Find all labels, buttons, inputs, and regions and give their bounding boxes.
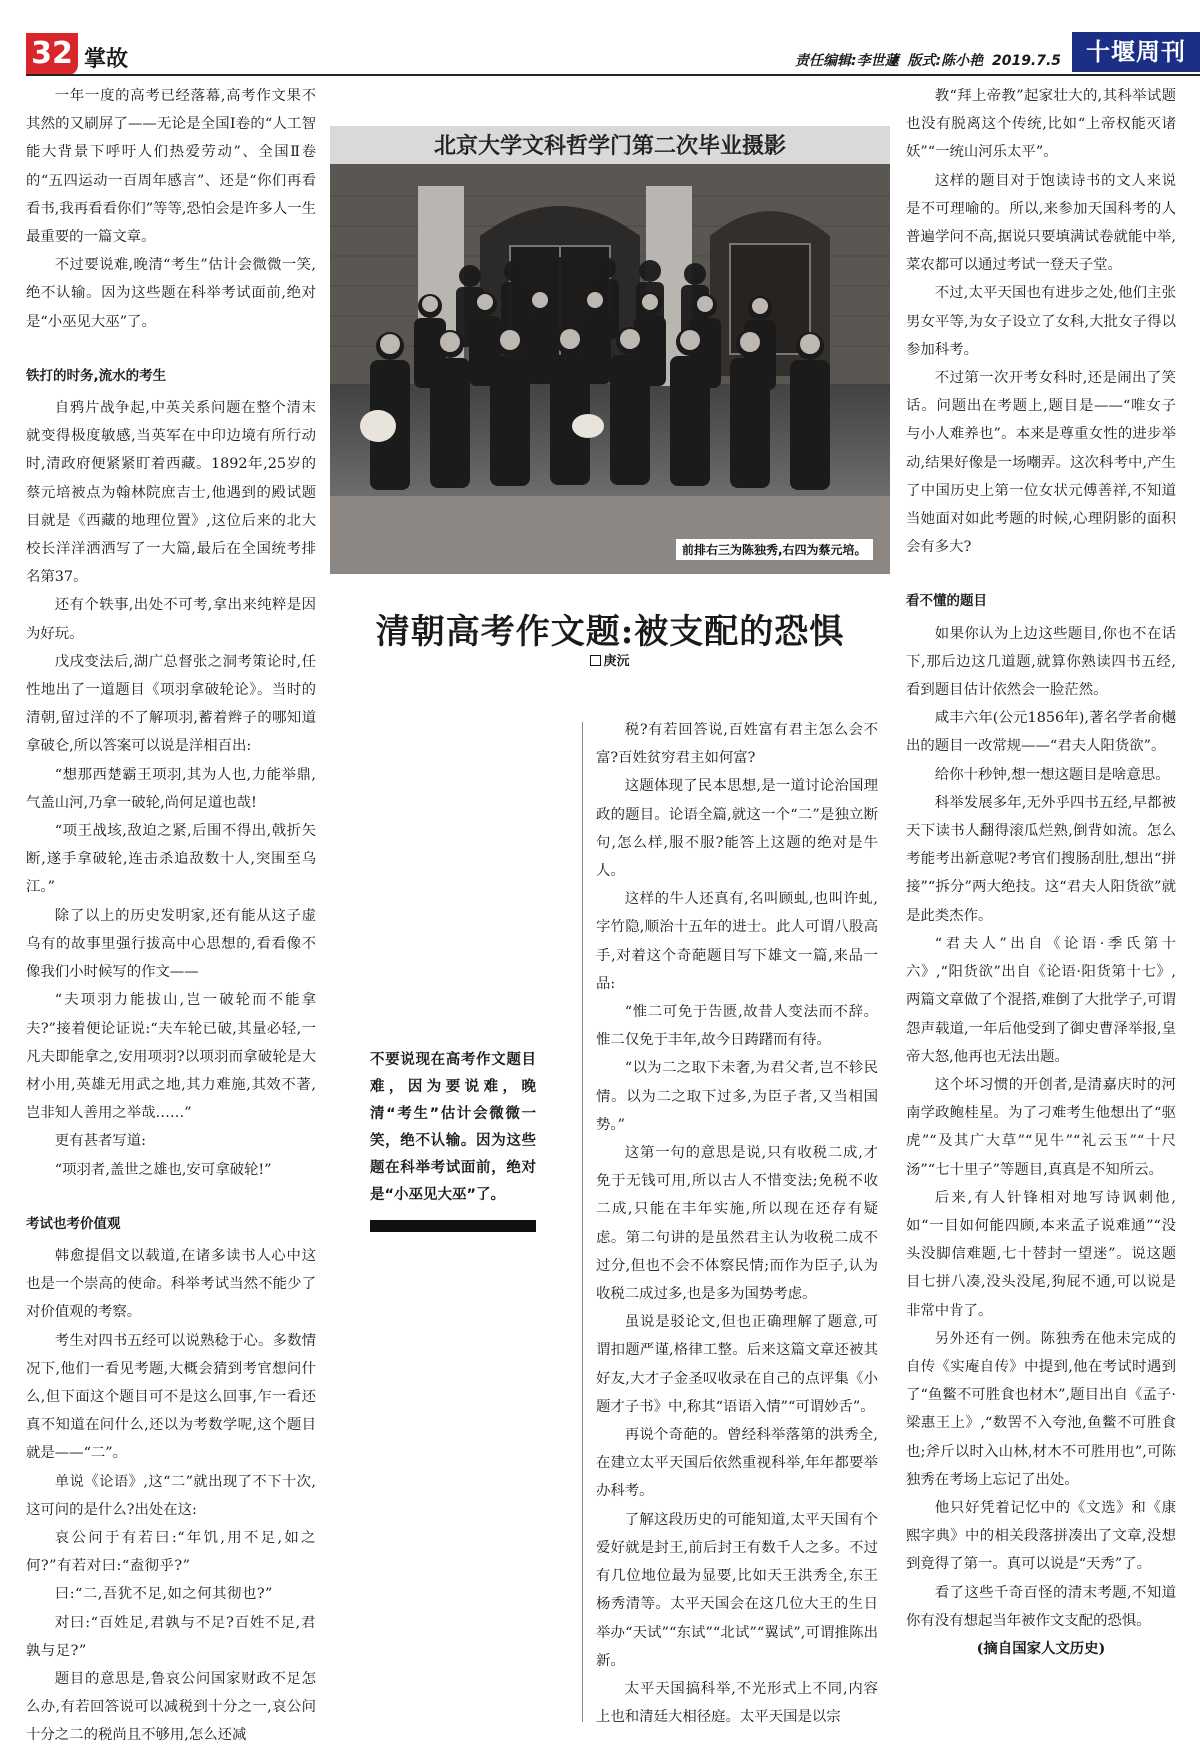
layout-name: 版式:陈小艳 — [907, 53, 984, 69]
paragraph: 教“拜上帝教”起家壮大的,其科举试题也没有脱离这个传统,比如“上帝权能灭诸妖”“一统山河乐太平”。 — [906, 88, 1176, 161]
paragraph: 这个坏习惯的开创者,是清嘉庆时的河南学政鲍桂星。为了刁难考生他想出了“驱虎”“及其广大草”“见牛”“礼云玉”“十尺汤”“七十里子”等题目,真真是不知所云。 — [906, 1076, 1176, 1178]
paragraph: 这第一句的意思是说,只有收税二成,才免于无钱可用,所以古人不惜变法;免税不收二成,只能在丰年实施,所以现在还存有疑虑。第二句讲的是虽然君主认为收税二成不过分,但也不会不体察民情;而作为臣子,认为收税二成过多,也是多为国势考虑。 — [596, 1145, 878, 1303]
editor-name: 责任编辑:李世蘧 — [795, 53, 899, 69]
paragraph: 更有甚者写道: — [54, 1133, 146, 1150]
paragraph: 另外还有一例。陈独秀在他未完成的自传《实庵自传》中提到,他在考试时遇到了“鱼鳖不可胜食也材木”,题目出自《孟子·梁惠王上》,“数罟不入夸池,鱼鳖不可胜食也;斧斤以时入山林,材木不可胜用也”,可陈独秀在考场上忘记了出处。 — [906, 1330, 1176, 1488]
pull-quote: 不要说现在高考作文题目难，因为要说难，晚清“考生”估计会微微一笑，绝不认输。因为这些题在科举考试面前，绝对是“小巫见大巫”了。 — [370, 1052, 536, 1203]
paragraph: 不过要说难,晚清“考生”估计会微微一笑,绝不认输。因为这些题在科举考试面前,绝对是“小巫见大巫”了。 — [26, 257, 316, 330]
paragraph: 这样的牛人还真有,名叫顾虬,也叫许虬,字竹隐,顺治十五年的进士。此人可谓八股高手,对着这个奇葩题目写下雄文一篇,来品一品: — [596, 891, 878, 992]
paragraph: 题目的意思是,鲁哀公问国家财政不足怎么办,有若回答说可以减税到十分之一,哀公问十分之二的税尚且不够用,怎么还减 — [26, 1670, 316, 1744]
paragraph: 如果你认为上边这些题目,你也不在话下,那后边这几道题,就算你熟读四书五经,看到题目估计依然会一脸茫然。 — [906, 625, 1176, 699]
paragraph: 咸丰六年(公元1856年),著名学者俞樾出的题目一改常规——“君夫人阳货欲”。 — [906, 710, 1176, 755]
page-number: 32 — [26, 33, 78, 75]
photo-banner: 北京大学文科哲学门第二次毕业摄影 — [433, 133, 787, 159]
historical-group-photo — [330, 126, 890, 574]
editor-credits — [795, 50, 1065, 70]
paragraph: 自鸦片战争起,中英关系问题在整个清末就变得极度敏感,当英军在中印边境有所行动时,清政府便紧紧盯着西藏。1892年,25岁的蔡元培被点为翰林院庶吉士,他遇到的殿试题目就是《西藏的地理位置》,这位后来的北大校长洋洋洒洒写了一大篇,最后在全国统考排名第37。 — [26, 400, 316, 586]
paragraph: 这样的题目对于饱读诗书的文人来说是不可理喻的。所以,来参加天国科考的人普遍学问不高,据说只要填满试卷就能中举,菜农都可以通过考试一登天子堂。 — [906, 172, 1176, 274]
paragraph: “以为二之取下未奢,为君父者,岂不轸民情。以为二之取下过多,为臣子者,又当相国势。” — [596, 1060, 878, 1133]
subheading: 考试也考价值观 — [26, 1215, 121, 1232]
classical-quote: 哀公问于有若曰:“年饥,用不足,如之何?”有若对曰:“盍彻乎?” — [26, 1529, 316, 1575]
paragraph: 不过,太平天国也有进步之处,他们主张男女平等,为女子设立了女科,大批女子得以参加科考。 — [906, 285, 1176, 358]
subheading: 铁打的时务,流水的考生 — [26, 367, 167, 384]
pull-quote-bar — [370, 1220, 536, 1232]
paragraph: 韩愈提倡文以载道,在诸多读书人心中这也是一个崇高的使命。科举考试当然不能少了对价值观的考察。 — [26, 1247, 316, 1321]
paragraph: 税?有若回答说,百姓富有君主怎么会不富?百姓贫穷君主如何富? — [596, 722, 878, 767]
article-title: 清朝高考作文题:被支配的恐惧 — [375, 612, 845, 652]
paragraph: 他只好凭着记忆中的《文选》和《康熙字典》中的相关段落拼凑出了文章,没想到竟得了第一。真可以说是“天秀”了。 — [906, 1499, 1176, 1573]
paragraph: 除了以上的历史发明家,还有能从这子虚乌有的故事里强行拔高中心思想的,看看像不像我们小时候写的作文—— — [26, 907, 316, 981]
paragraph: 科举发展多年,无外乎四书五经,早都被天下读书人翻得滚瓜烂熟,倒背如流。怎么考能考出新意呢?考官们搜肠刮肚,想出“拼接”“拆分”两大绝技。这“君夫人阳货欲”就是此类杰作。 — [906, 794, 1176, 924]
section-title: 掌故 — [84, 47, 129, 72]
paragraph: 了解这段历史的可能知道,太平天国有个爱好就是封王,前后封王有数千人之多。不过有几位地位最为显要,比如天王洪秀全,东王杨秀清等。太平天国会在这几位大王的生日举办“天试”“东试”“北试”“翼试”,可谓推陈出新。 — [596, 1511, 878, 1669]
paragraph: 给你十秒钟,想一想这题目是啥意思。 — [934, 766, 1170, 783]
article-column-right — [906, 82, 1176, 1663]
column-divider — [582, 722, 583, 1722]
paragraph: 虽说是驳论文,但也正确理解了题意,可谓扣题严谨,格律工整。后来这篇文章还被其好友,大才子金圣叹收录在自己的点评集《小题才子书》中,称其“语语入情”“可谓妙舌”。 — [596, 1314, 878, 1415]
paragraph: 单说《论语》,这“二”就出现了不下十次,这可问的是什么?出处在这: — [26, 1473, 316, 1518]
classical-quote: 曰:“二,吾犹不足,如之何其彻也?” — [54, 1586, 273, 1603]
byline-box-icon — [590, 655, 601, 666]
paragraph: 一年一度的高考已经落幕,高考作文果不其然的又刷屏了——无论是全国Ⅰ卷的“人工智能大背景下呼吁人们热爱劳动”、全国Ⅱ卷的“五四运动一百周年感言”、还是“你们再看看书,我再看看你们”等等,恐怕会是许多人一生最重要的一篇文章。 — [26, 88, 316, 246]
paragraph: 后来,有人针锋相对地写诗讽刺他,如“一目如何能四顾,本来孟子说难通”“没头没脚信难题,七十替封一望迷”。说这题目七拼八凑,没头没尾,狗屁不通,可以说是非常中肯了。 — [906, 1189, 1176, 1319]
publication-logo: 十堰周刊 — [1072, 32, 1200, 72]
paragraph: 戊戌变法后,湖广总督张之洞考策论时,任性地出了一道题目《项羽拿破轮论》。当时的清朝,留过洋的不了解项羽,蓄着辫子的哪知道拿破仑,所以答案可以说是洋相百出: — [26, 653, 316, 755]
paragraph: 考生对四书五经可以说熟稔于心。多数情况下,他们一看见考题,大概会猜到考官想问什么,但下面这个题目可不是这么回事,乍一看还真不知道在问什么,还以为考数学呢,这个题目就是——“二”。 — [26, 1332, 316, 1462]
paragraph: 还有个轶事,出处不可考,拿出来纯粹是因为好玩。 — [26, 597, 316, 642]
subheading: 看不懂的题目 — [906, 593, 987, 610]
photo-caption: 前排右三为陈独秀,右四为蔡元培。 — [676, 539, 873, 560]
paragraph: 太平天国搞科举,不光形式上不同,内容上也和清廷大相径庭。太平天国是以宗 — [596, 1680, 878, 1726]
page-header — [0, 0, 1200, 80]
paragraph: “想那西楚霸王项羽,其为人也,力能举鼎,气盖山河,乃拿一破轮,尚何足道也哉! — [26, 766, 316, 811]
paragraph: 再说个奇葩的。曾经科举落第的洪秀全,在建立太平天国后依然重视科举,年年都要举办科考。 — [596, 1427, 878, 1500]
paragraph: “惟二可免于告匮,故昔人变法而不辞。惟二仅免于丰年,故今日踌躇而有待。 — [596, 1004, 878, 1049]
paragraph: “项羽者,盖世之雄也,安可拿破轮!” — [54, 1161, 272, 1178]
source-credit: (摘自国家人文历史) — [976, 1639, 1106, 1657]
classical-quote: 对曰:“百姓足,君孰与不足?百姓不足,君孰与足?” — [26, 1614, 316, 1659]
paragraph: 不过第一次开考女科时,还是闹出了笑话。问题出在考题上,题目是——“唯女子与小人难养也”。本来是尊重女性的进步举动,结果好像是一场嘲弄。这次科考中,产生了中国历史上第一位女状元傅善祥,不知道当她面对如此考题的时候,心理阴影的面积会有多大? — [906, 370, 1176, 556]
author-name: 庚沅 — [603, 654, 630, 669]
header-divider — [26, 74, 1200, 76]
article-column-middle — [596, 716, 878, 1731]
paragraph: “项王战垓,敌迫之紧,后围不得出,戟折矢断,遂手拿破轮,连击杀追敌数十人,突围至乌江。” — [26, 823, 316, 896]
paragraph: 这题体现了民本思想,是一道讨论治国理政的题目。论语全篇,就这一个“二”是独立断句,怎么样,服不服?能答上这题的绝对是牛人。 — [596, 778, 878, 880]
paragraph: 看了这些千奇百怪的清末考题,不知道你有没有想起当年被作文支配的恐惧。 — [906, 1584, 1176, 1629]
paragraph: “夫项羽力能拔山,岂一破轮而不能拿夫?”接着便论证说:“夫车轮已破,其量必轻,一凡夫即能拿之,安用项羽?以项羽而拿破轮是大材小用,英雄无用武之地,其力难施,其效不著,岂非知人善用之举哉……” — [26, 992, 316, 1122]
article-column-left — [26, 82, 316, 1750]
paragraph: “君夫人”出自《论语·季氏第十六》,“阳货欲”出自《论语·阳货第十七》,两篇文章做了个混搭,难倒了大批学子,可谓怨声载道,一年后他受到了御史曹泽举报,皇帝大怒,他再也无法出题。 — [906, 935, 1176, 1065]
issue-date: 2019.7.5 — [991, 53, 1062, 69]
article-byline — [330, 650, 890, 669]
